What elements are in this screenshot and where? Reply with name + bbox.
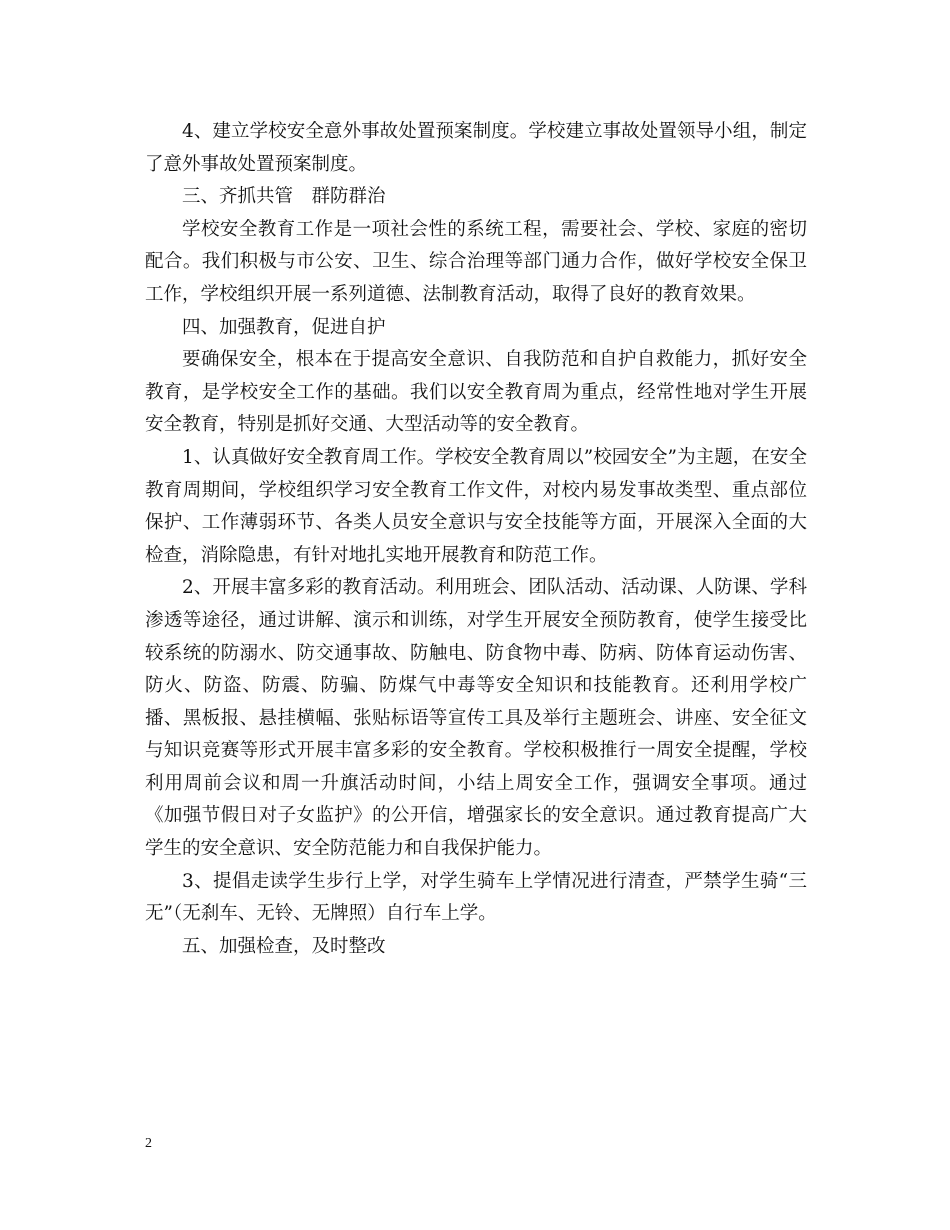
paragraph-cooperation: 学校安全教育工作是一项社会性的系统工程，需要社会、学校、家庭的密切配合。我们积极与市公安、卫生、综合治理等部门通力合作，做好学校安全保卫工作，学校组织开展一系列道德、法制教育活动，取得了良好的教育效果。: [145, 218, 807, 305]
paragraph-education-activities: 2、开展丰富多彩的教育活动。利用班会、团队活动、活动课、人防课、学科渗透等途径，通过讲解、演示和训练，对学生开展安全预防教育，使学生接受比较系统的防溺水、防交通事故、防触电、防食物中毒、防病、防体育运动伤害、防火、防盗、防震、防骗、防煤气中毒等安全知识和技能教育。还利用学校广播、黑板报、悬挂横幅、张贴标语等宣传工具及举行主题班会、讲座、安全征文与知识竞赛等形式开展丰富多彩的安全教育。学校积极推行一周安全提醒，学校利用周前会议和周一升旗活动时间，小结上周安全工作，强调安全事项。通过《加强节假日对子女监护》的公开信，增强家长的安全意识。通过教育提高广大学生的安全意识、安全防范能力和自我保护能力。: [145, 577, 807, 860]
section-heading-4: 四、加强教育，促进自护: [182, 316, 386, 338]
paragraph-walking-to-school: 3、提倡走读学生步行上学，对学生骑车上学情况进行清查，严禁学生骑“三无”（无刹车、无铃、无牌照）自行车上学。: [145, 870, 807, 925]
paragraph-safety-education: 要确保安全，根本在于提高安全意识、自我防范和自护自救能力，抓好安全教育，是学校安全工作的基础。我们以安全教育周为重点，经常性地对学生开展安全教育，特别是抓好交通、大型活动等的安全教育。: [145, 349, 807, 436]
paragraph-safety-week: 1、认真做好安全教育周工作。学校安全教育周以”校园安全”为主题，在安全教育周期间，学校组织学习安全教育工作文件，对校内易发事故类型、重点部位保护、工作薄弱环节、各类人员安全意识与安全技能等方面，开展深入全面的大检查，消除隐患，有针对地扎实地开展教育和防范工作。: [145, 446, 807, 566]
page-number: 2: [145, 1136, 152, 1151]
section-heading-3: 三、齐抓共管 群防群治: [182, 186, 386, 208]
document-body: [145, 116, 807, 963]
paragraph-accident-plan: 4、建立学校安全意外事故处置预案制度。学校建立事故处置领导小组，制定了意外事故处置预案制度。: [145, 121, 807, 175]
section-heading-5: 五、加强检查，及时整改: [182, 935, 386, 957]
